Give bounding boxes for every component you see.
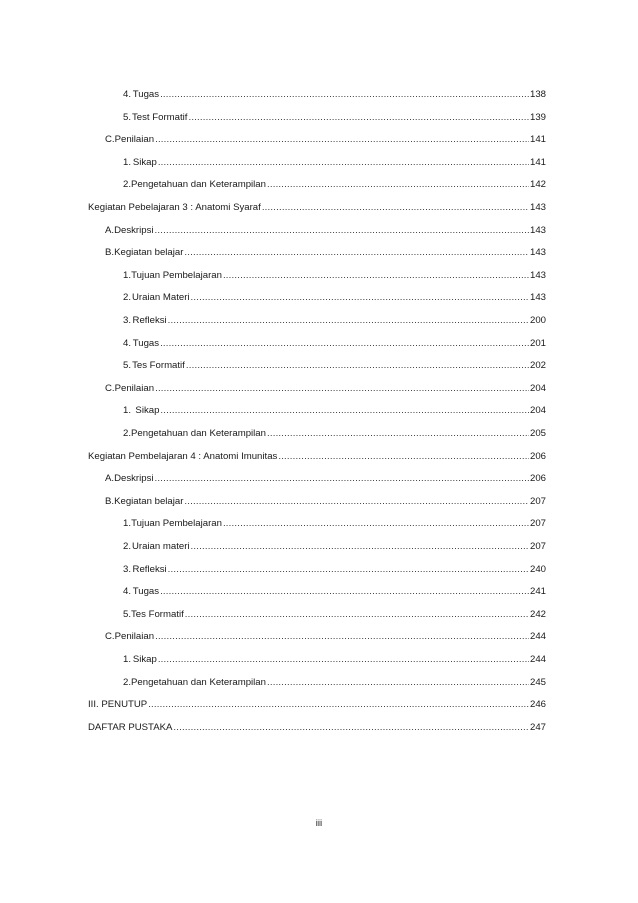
toc-entry[interactable] [88, 202, 546, 214]
toc-entry-page: 244 [529, 654, 546, 665]
toc-entry-number: 5. [123, 608, 132, 620]
toc-entry-title: DAFTAR PUSTAKA [88, 721, 173, 733]
toc-entry[interactable] [123, 112, 546, 124]
dot-leader [191, 292, 529, 304]
toc-entry-page: 242 [529, 608, 546, 620]
toc-entry-number: 1. [123, 269, 132, 281]
toc-entry-page: 143 [529, 247, 546, 259]
toc-entry-page: 241 [529, 586, 546, 598]
toc-entry-title: Penilaian [114, 382, 155, 394]
toc-entry[interactable] [123, 292, 546, 304]
toc-entry-page: 207 [529, 518, 546, 530]
toc-entry-title: Test Formatif [132, 111, 188, 123]
toc-entry-number: C. [105, 134, 115, 146]
dot-leader [168, 564, 529, 576]
dot-leader [155, 473, 529, 485]
toc-entry[interactable] [123, 338, 546, 350]
toc-entry-title: Uraian Materi [131, 292, 190, 304]
dot-leader [168, 315, 529, 327]
dot-leader [155, 383, 529, 395]
toc-entry[interactable] [105, 134, 546, 146]
dot-leader [223, 270, 529, 282]
toc-entry-title: Sikap [132, 405, 160, 417]
toc-entry-number: 3. [123, 315, 132, 326]
dot-leader [160, 405, 529, 417]
toc-entry[interactable] [123, 360, 546, 372]
toc-entry[interactable] [123, 564, 546, 576]
toc-entry-number: 3. [123, 563, 132, 575]
toc-entry-page: 201 [529, 337, 546, 349]
toc-entry[interactable] [123, 518, 546, 530]
toc-entry-title: Tujuan Pembelajaran [131, 518, 222, 530]
dot-leader [184, 247, 529, 259]
toc-entry-page: 143 [529, 292, 546, 304]
toc-entry[interactable] [123, 315, 546, 327]
toc-entry-page: 143 [529, 269, 546, 281]
toc-entry-number: 5. [123, 111, 132, 123]
dot-leader [267, 179, 529, 191]
dot-leader [262, 202, 529, 214]
toc-entry[interactable] [123, 654, 546, 666]
toc-entry[interactable] [105, 225, 546, 237]
dot-leader [158, 654, 529, 666]
toc-entry-page: 139 [529, 111, 546, 123]
toc-entry-number: 5. [123, 360, 132, 372]
dot-leader [191, 541, 529, 553]
toc-entry-page: 142 [529, 179, 546, 191]
toc-entry-title: Tugas [132, 586, 160, 598]
toc-entry-page: 143 [529, 202, 546, 213]
dot-leader [173, 722, 529, 734]
toc-entry-number: 2. [123, 292, 132, 304]
toc-entry-title: Tugas [132, 89, 160, 100]
toc-entry-number: 1. [123, 156, 132, 168]
toc-entry-number: 2. [123, 179, 132, 191]
toc-entry[interactable] [105, 473, 546, 485]
toc-entry-title: Penilaian [114, 134, 155, 146]
dot-leader [278, 451, 529, 463]
toc-entry-title: Pengetahuan dan Keterampilan [131, 179, 266, 191]
toc-entry[interactable] [123, 428, 546, 440]
toc-entry-page: 138 [529, 89, 546, 100]
toc-entry-title: Sikap [132, 654, 157, 665]
toc-entry-number: A. [105, 224, 115, 236]
toc-entry-page: 240 [529, 563, 546, 575]
toc-entry[interactable] [123, 677, 546, 689]
dot-leader [160, 338, 529, 350]
toc-entry[interactable] [105, 496, 546, 508]
toc-entry[interactable] [123, 541, 546, 553]
toc-entry-title: Refleksi [132, 563, 167, 575]
toc-entry-page: 205 [529, 428, 546, 439]
toc-entry[interactable] [123, 586, 546, 598]
toc-entry-title: Kegiatan belajar [114, 247, 184, 259]
toc-entry-page: 247 [529, 721, 546, 733]
dot-leader [158, 157, 529, 169]
toc-entry-page: 143 [529, 224, 546, 236]
toc-entry-title: PENUTUP [98, 699, 148, 711]
toc-entry-page: 206 [529, 450, 546, 462]
toc-entry-title: Pengetahuan dan Keterampilan [131, 428, 266, 439]
toc-entry-number: 2. [123, 541, 132, 552]
toc-entry[interactable] [123, 270, 546, 282]
toc-entry[interactable] [123, 405, 546, 417]
toc-entry[interactable] [88, 699, 546, 711]
toc-entry-page: 245 [529, 676, 546, 688]
toc-entry[interactable] [105, 247, 546, 259]
toc-entry-number: 4. [123, 337, 132, 349]
toc-entry-title: Kegiatan Pebelajaran 3 : Anatomi Syaraf [88, 202, 261, 213]
dot-leader [160, 586, 529, 598]
toc-entry-page: 204 [529, 405, 546, 417]
toc-entry-title: Tugas [132, 337, 160, 349]
toc-entry-page: 246 [529, 699, 546, 711]
toc-entry-title: Tujuan Pembelajaran [131, 269, 222, 281]
toc-entry-number: B. [105, 247, 115, 259]
toc-entry-title: Penilaian [114, 631, 155, 643]
toc-entry-page: 141 [529, 134, 546, 146]
toc-entry-title: Uraian materi [131, 541, 190, 552]
dot-leader [155, 134, 529, 146]
toc-entry-title: Kegiatan belajar [114, 495, 184, 507]
toc-entry-title: Kegiatan Pembelajaran 4 : Anatomi Imunitas [88, 450, 278, 462]
toc-entry-title: Deskripsi [114, 224, 154, 236]
dot-leader [185, 609, 529, 621]
toc-entry-number: C. [105, 382, 115, 394]
dot-leader [188, 112, 529, 124]
toc-entry-number: 4. [123, 89, 132, 100]
toc-entry-page: 244 [529, 631, 546, 643]
toc-entry[interactable] [123, 179, 546, 191]
toc-entry-page: 207 [529, 541, 546, 552]
toc-entry-title: Deskripsi [114, 473, 154, 485]
dot-leader [160, 89, 529, 101]
toc-entry-number: C. [105, 631, 115, 643]
toc-entry[interactable] [123, 609, 546, 621]
dot-leader [148, 699, 529, 711]
dot-leader [155, 631, 529, 643]
toc-entry-number: 2. [123, 676, 132, 688]
toc-entry[interactable] [88, 451, 546, 463]
toc-entry-number: III. [88, 699, 99, 711]
toc-entry[interactable] [123, 89, 546, 101]
toc-entry-title: Tes Formatif [131, 608, 184, 620]
toc-entry-number: A. [105, 473, 115, 485]
toc-entry-number: 1. [123, 518, 132, 530]
toc-entry-page: 206 [529, 473, 546, 485]
dot-leader [184, 496, 529, 508]
toc-entry-title: Refleksi [132, 315, 167, 326]
dot-leader [267, 428, 529, 440]
toc-entry-number: 2. [123, 428, 132, 439]
toc-entry-number: 4. [123, 586, 132, 598]
toc-entry-page: 207 [529, 495, 546, 507]
toc-entry-page: 204 [529, 382, 546, 394]
toc-entry[interactable] [105, 631, 546, 643]
toc-entry-number: 1. [123, 654, 132, 665]
toc-entry-title: Tes Formatif [132, 360, 185, 372]
toc-entry-title: Pengetahuan dan Keterampilan [131, 676, 266, 688]
dot-leader [267, 677, 529, 689]
dot-leader [155, 225, 529, 237]
toc-entry-page: 141 [529, 156, 546, 168]
toc-entry[interactable] [105, 383, 546, 395]
page-number: iii [315, 818, 323, 829]
dot-leader [223, 518, 529, 530]
toc-entry-page: 200 [529, 315, 546, 326]
toc-entry[interactable] [88, 722, 546, 734]
toc-entry-number: B. [105, 495, 115, 507]
toc-entry-page: 202 [529, 360, 546, 372]
toc-entry-title: Sikap [132, 156, 157, 168]
toc-entry[interactable] [123, 157, 546, 169]
dot-leader [186, 360, 529, 372]
toc-entry-number: 1. [123, 405, 132, 417]
